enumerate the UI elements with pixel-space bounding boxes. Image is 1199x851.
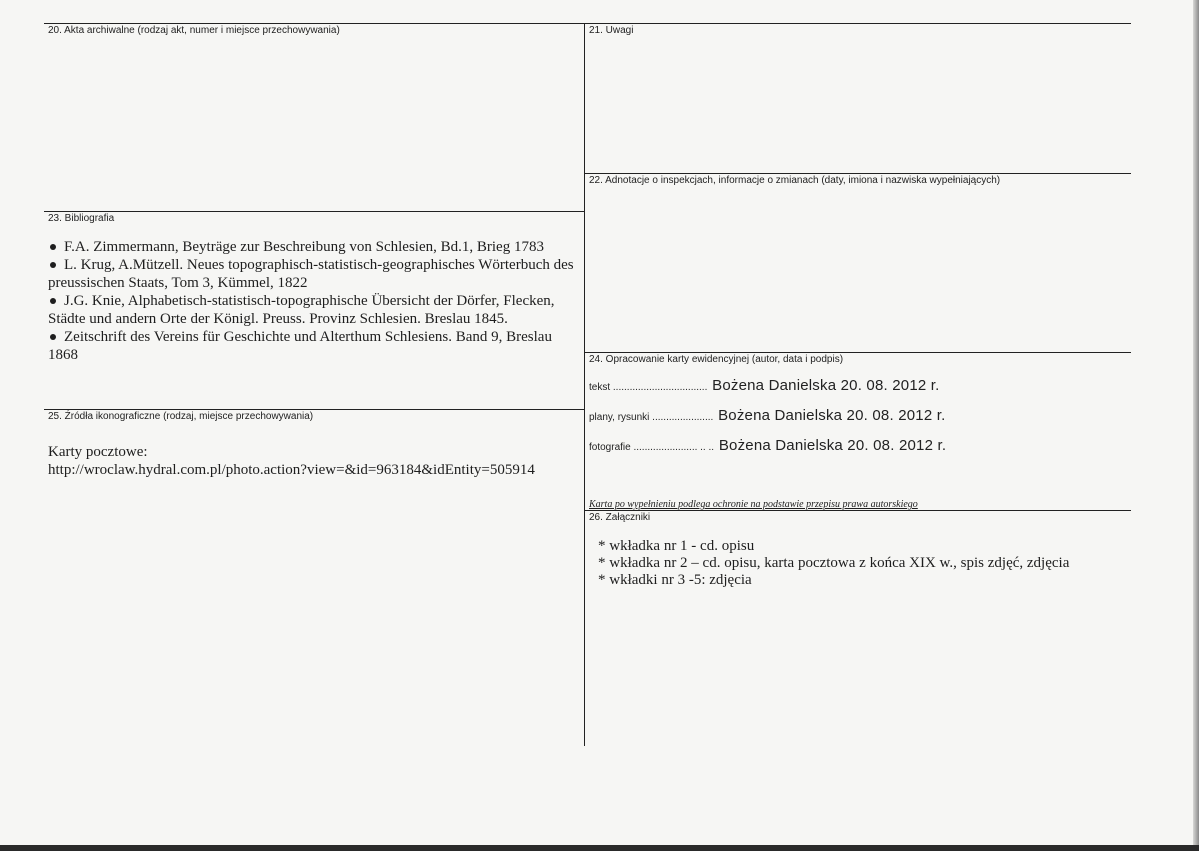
signature-value: Bożena Danielska 20. 08. 2012 r. — [718, 407, 946, 424]
attachment-item: * wkładka nr 1 - cd. opisu — [598, 538, 755, 554]
attachment-item: * wkładka nr 2 – cd. opisu, karta pocztowa z końca XIX w., spis zdjęć, zdjęcia — [598, 555, 1070, 571]
top-rule-right — [585, 23, 1131, 24]
scan-edge-right — [1193, 0, 1199, 851]
bibliography-item: J.G. Knie, Alphabetisch-statistisch-topographische Übersicht der Dörfer, Flecken, Städte und andern Orte der Königl. Preuss. Provinz Schlesien. Breslau 1845. — [48, 293, 555, 327]
rule-26 — [585, 510, 1131, 511]
rule-24 — [585, 352, 1131, 353]
signature-key: plany, rysunki ...................... — [589, 412, 714, 423]
center-divider — [584, 23, 585, 746]
bibliography-item: F.A. Zimmermann, Beyträge zur Beschreibung von Schlesien, Bd.1, Brieg 1783 — [48, 238, 578, 256]
signature-value: Bożena Danielska 20. 08. 2012 r. — [718, 437, 947, 454]
source-line: Karty pocztowe: — [48, 444, 148, 460]
attachments-list — [598, 538, 1069, 589]
rule-23 — [44, 211, 585, 212]
bibliography-item: Zeitschrift des Vereins für Geschichte und Alterthum Schlesiens. Band 9, Breslau 1868 — [48, 329, 552, 363]
bullet-icon — [50, 334, 56, 340]
top-rule-left — [44, 23, 585, 24]
bibliography-list — [48, 238, 578, 364]
iconographic-sources — [48, 443, 535, 479]
scan-edge-bottom — [0, 845, 1199, 851]
section-24-label: 24. Opracowanie karty ewidencyjnej (autor, data i podpis) — [589, 354, 844, 365]
bullet-icon — [50, 298, 56, 304]
section-25-label: 25. Źródła ikonograficzne (rodzaj, miejsce przechowywania) — [48, 411, 314, 422]
rule-25 — [44, 409, 585, 410]
bullet-icon — [50, 244, 56, 250]
signature-key: tekst .................................. — [589, 382, 708, 393]
section-21-label: 21. Uwagi — [589, 25, 634, 36]
section-26-label: 26. Załączniki — [589, 512, 651, 523]
bullet-icon — [50, 262, 56, 268]
signature-row-plans — [589, 407, 945, 424]
bibliography-item: L. Krug, A.Mützell. Neues topographisch-statistisch-geographisches Wörterbuch des preussischen Staats, Tom 3, Kümmel, 1822 — [48, 257, 574, 291]
signature-row-text — [589, 377, 940, 394]
section-23-label: 23. Bibliografia — [48, 213, 115, 224]
attachment-item: * wkładki nr 3 -5: zdjęcia — [598, 572, 752, 588]
section-20-label: 20. Akta archiwalne (rodzaj akt, numer i miejsce przechowywania) — [48, 25, 340, 36]
signature-value: Bożena Danielska 20. 08. 2012 r. — [712, 377, 940, 394]
source-url: http://wroclaw.hydral.com.pl/photo.action?view=&id=963184&idEntity=505914 — [48, 462, 535, 478]
signature-key: fotografie ....................... .. .. — [589, 442, 715, 453]
section-22-label: 22. Adnotacje o inspekcjach, informacje o zmianach (daty, imiona i nazwiska wypełniających) — [589, 175, 1001, 186]
rule-22 — [585, 173, 1131, 174]
signature-row-photos — [589, 437, 946, 454]
copyright-note: Karta po wypełnieniu podlega ochronie na podstawie przepisu prawa autorskiego — [589, 499, 918, 510]
